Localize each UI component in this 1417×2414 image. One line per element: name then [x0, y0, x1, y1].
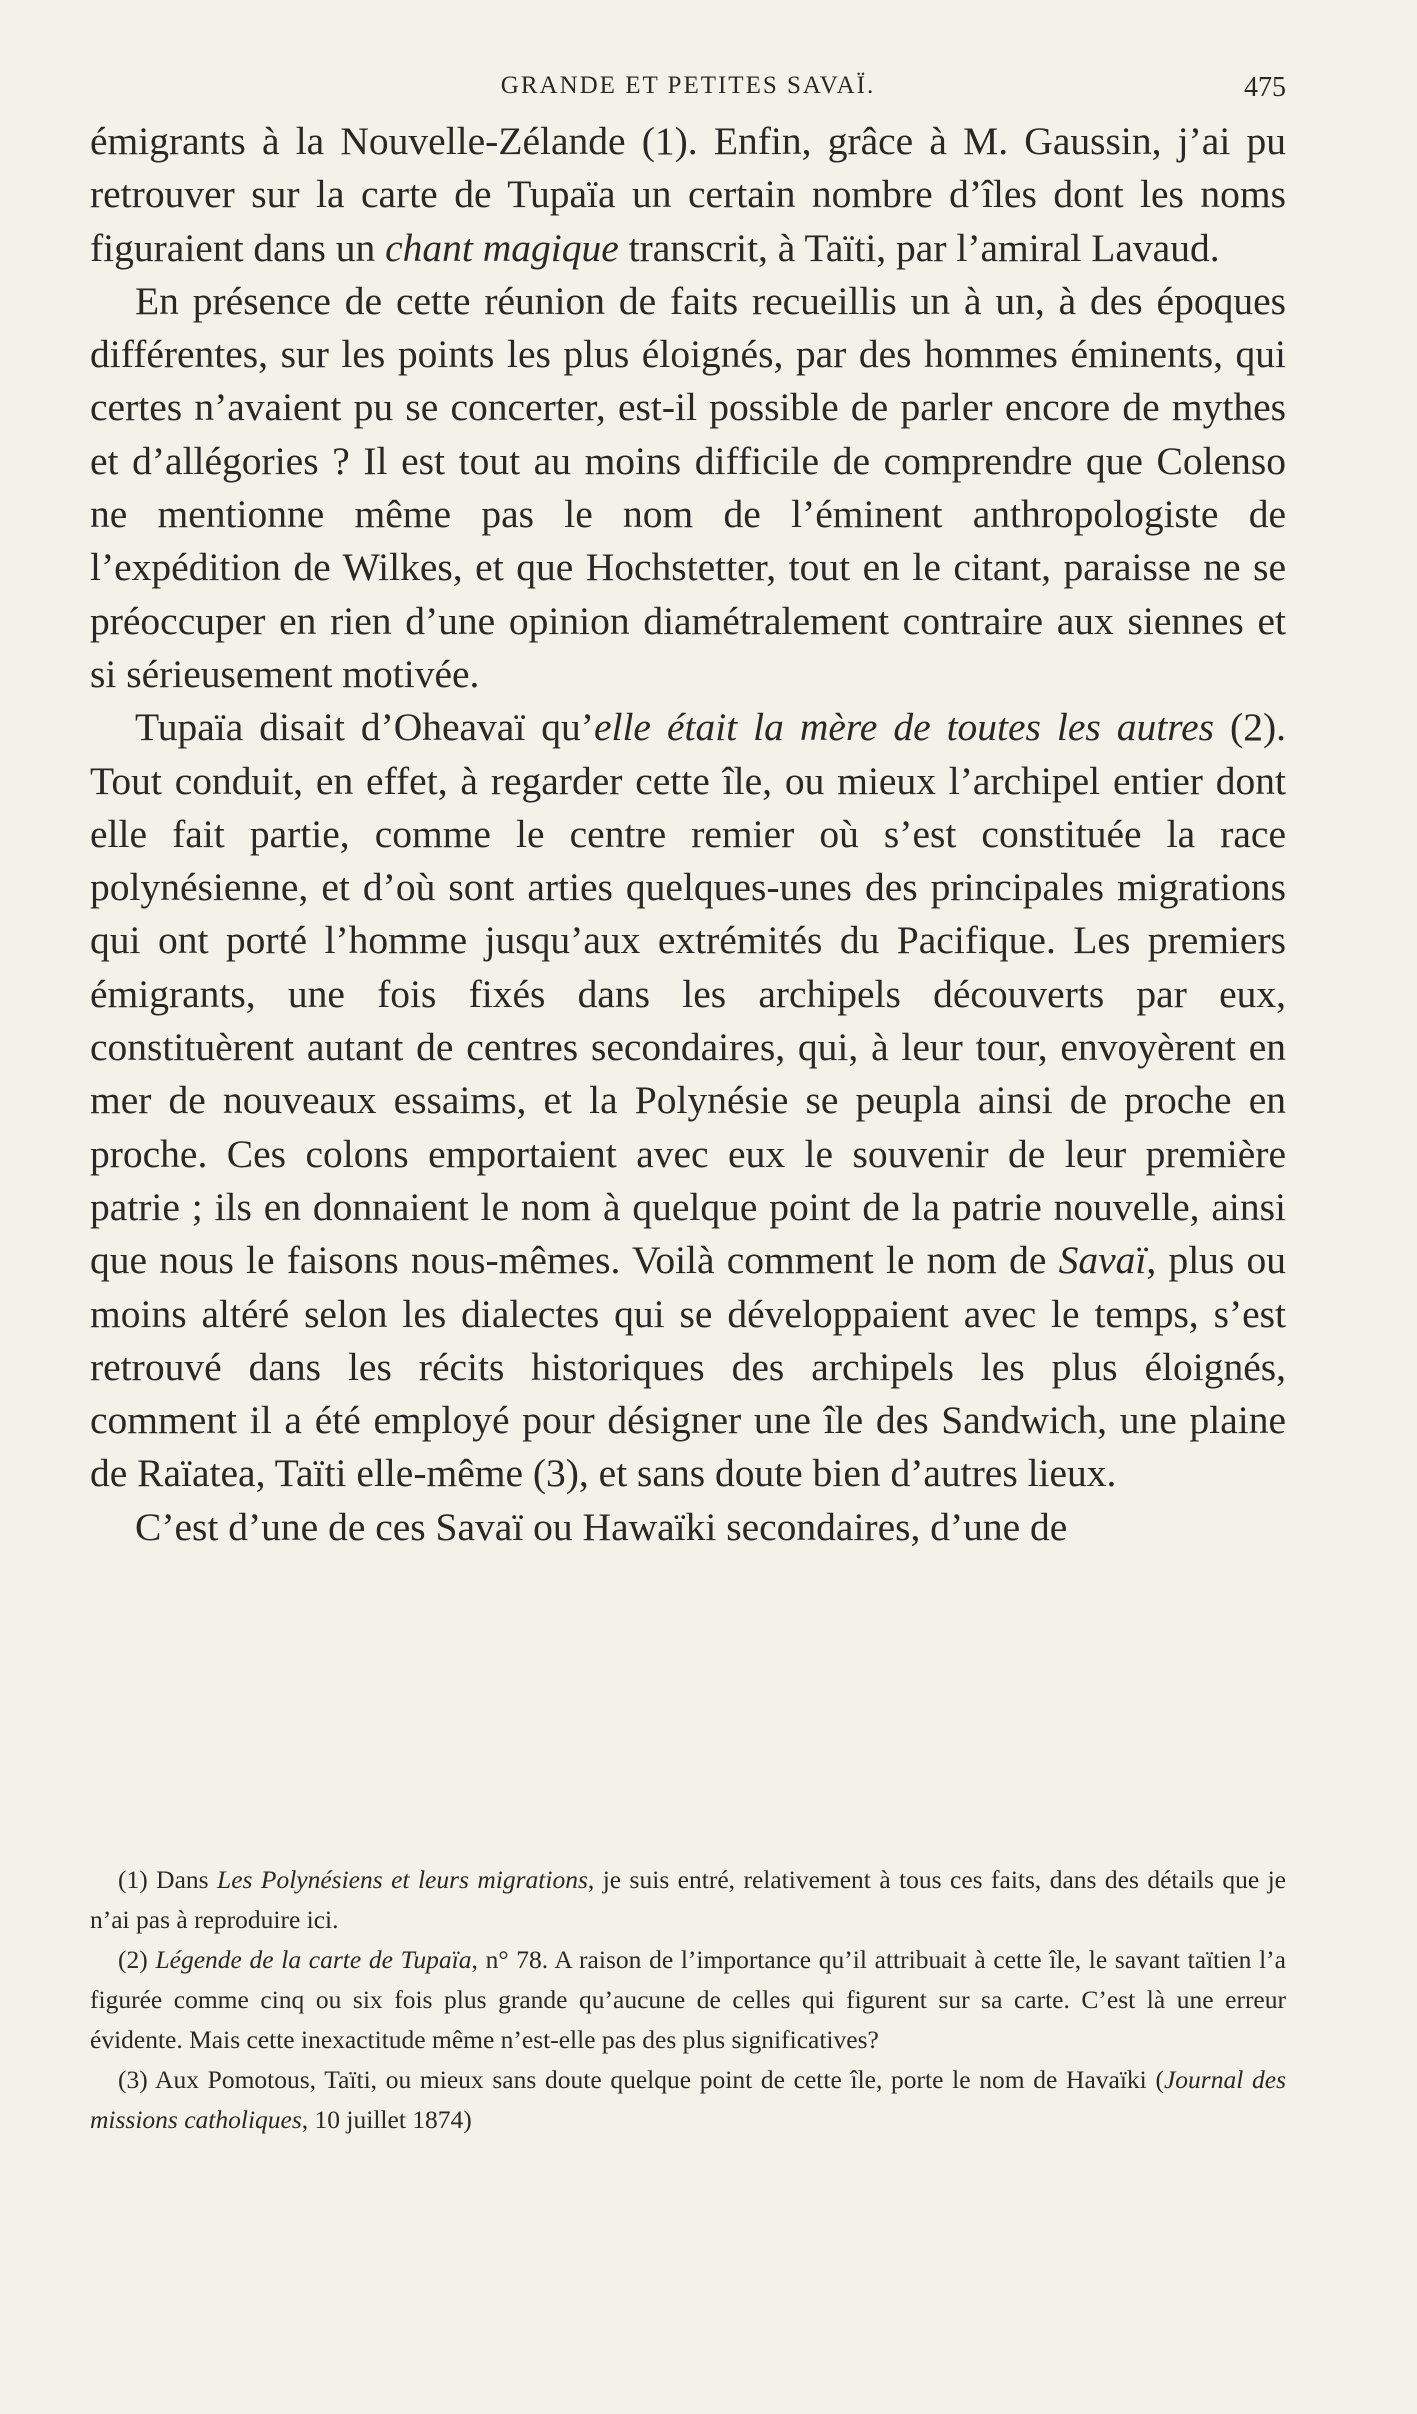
footnote-1: [90, 1860, 1286, 1940]
footnote-3: [90, 2060, 1286, 2140]
paragraph-1: [90, 115, 1286, 275]
footnote-1-text-c: , je suis entré, relativement à tous ces faits, dans des détails que je n’ai pas à reproduire ici.: [90, 1865, 1287, 1934]
footnote-1-text-a: (1) Dans: [118, 1865, 218, 1894]
paragraph-3-italic-b: elle était la mère de toutes les autres: [593, 705, 1215, 750]
paragraph-3-text-a: Tupaïa disait d’Oheavaï qu’: [135, 705, 594, 750]
footnote-3-italic: Journal des missions catholiques: [90, 2065, 1286, 2134]
footnote-2-text-c: , n° 78. A raison de l’importance qu’il attribuait à cette île, le savant taïtien l’a figurée comme cinq ou six fois plus grande qu’aucune de celles qui figurent sur sa carte. C’est là une erreur évidente. Mais cette inexactitude même n’est-elle pas des plus significatives?: [90, 1945, 1286, 2054]
paragraph-1-italic: chant magique: [385, 225, 619, 270]
paragraph-1-text-c: transcrit, à Taïti, par l’amiral Lavaud.: [618, 225, 1220, 270]
running-head: [90, 72, 1286, 112]
page-number: 475: [1244, 72, 1286, 103]
paragraph-3-text-e: , plus ou moins altéré selon les dialectes qui se développaient avec le temps, s’est retrouvé dans les récits historiques des archipels les plus éloignés, comment il a été employé pour désigner une île des Sandwich, une plaine de Raïatea, Taïti elle-même (3), et sans doute bien d’autres lieux.: [90, 1238, 1286, 1496]
paragraph-3-italic-d: Savaï: [1058, 1238, 1147, 1283]
paragraph-2: En présence de cette réunion de faits recueillis un à un, à des époques différentes, sur les points les plus éloignés, par des hommes éminents, qui certes n’avaient pu se concerter, est-il possible de parler encore de mythes et d’allégories ? Il est tout au moins difficile de comprendre que Colenso ne mentionne même pas le nom de l’éminent anthropologiste de l’expédition de Wilkes, et que Hochstetter, tout en le citant, paraisse ne se préoccuper en rien d’une opinion diamétralement contraire aux siennes et si sérieusement motivée.: [90, 278, 1286, 696]
footnote-2-text-a: (2): [118, 1945, 156, 1974]
paragraph-1-text-a: émigrants à la Nouvelle-Zélande (1). Enfin, grâce à M. Gaussin, j’ai pu retrouver sur la carte de Tupaïa un certain nombre d’îles dont les noms figuraient dans un: [90, 119, 1286, 270]
paragraph-3-text-c: (2). Tout conduit, en effet, à regarder cette île, ou mieux l’archipel entier dont elle fait partie, comme le centre remier où s’est constituée la race polynésienne, et d’où sont arties quelques-unes des principales migrations qui ont porté l’homme jusqu’aux extrémités du Pacifique. Les premiers émigrants, une fois fixés dans les archipels découverts par eux, constituèrent autant de centres secondaires, qui, à leur tour, envoyèrent en mer de nouveaux essaims, et la Polynésie se peupla ainsi de proche en proche. Ces colons emportaient avec eux le souvenir de leur première patrie ; ils en donnaient le nom à quelque point de la patrie nouvelle, ainsi que nous le faisons nous-mêmes. Voilà comment le nom de: [90, 705, 1286, 1283]
running-title: GRANDE ET PETITES SAVAÏ.: [500, 72, 876, 99]
footnote-3-text-c: , 10 juillet 1874): [301, 2105, 472, 2134]
body-text: [90, 115, 1286, 1554]
footnote-2-italic: Légende de la carte de Tupaïa: [155, 1945, 472, 1974]
footnote-2: [90, 1940, 1286, 2060]
paragraph-3: [90, 701, 1286, 1500]
paragraph-4: C’est d’une de ces Savaï ou Hawaïki secondaires, d’une de: [135, 1504, 1068, 1549]
footnote-1-italic: Les Polynésiens et leurs migrations: [217, 1865, 588, 1894]
footnote-3-text-a: (3) Aux Pomotous, Taïti, ou mieux sans doute quelque point de cette île, porte le nom de Havaïki (: [118, 2065, 1164, 2094]
footnotes: [90, 1860, 1286, 2140]
